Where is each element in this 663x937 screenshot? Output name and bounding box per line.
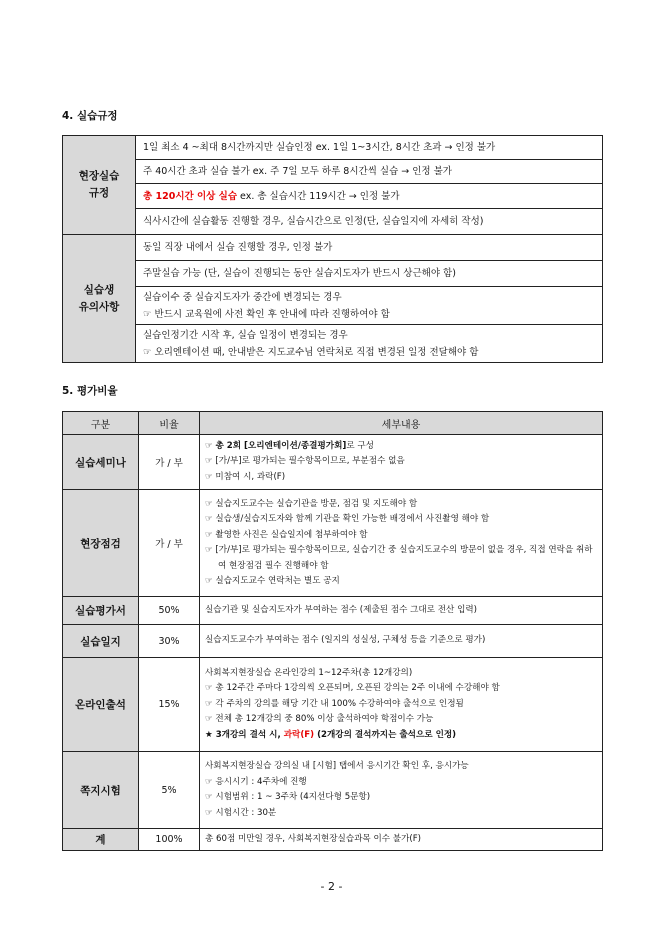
row-detail: 총 60점 미만일 경우, 사회복지현장실습과목 이수 불가(F): [200, 829, 603, 851]
row-detail: 사회복지현장실습 온라인강의 1~12주차(총 12개강의) ☞ 총 12주간 주마다 1강의씩 오픈되며, 오픈된 강의는 2주 이내에 수강해야 함 ☞ 각 주차의 강의를 해당 기간 내 100% 수강하여야 출석으로 인정됨 ☞ 전체 총 12개강의 중 80% 이상 출석하여야 학점이수 가능 ★ 3개강의 결석 시, 과락(F) (2개강의 결석까지는 출석으로 인정): [200, 658, 603, 752]
evaluation-ratio-table: [62, 411, 603, 851]
rule-cell: 총 120시간 이상 실습 ex. 총 실습시간 119시간 → 인정 불가: [136, 184, 603, 209]
table-row: [63, 597, 603, 625]
table-row: [63, 325, 603, 363]
row-category: 쪽지시험: [63, 752, 139, 829]
rule-cell: 1일 최소 4 ~최대 8시간까지만 실습인정 ex. 1일 1~3시간, 8시간 초과 → 인정 불가: [136, 136, 603, 160]
rules-group-header: 현장실습 규정: [63, 136, 136, 235]
rule-cell: 실습이수 중 실습지도자가 중간에 변경되는 경우 ☞ 반드시 교육원에 사전 확인 후 안내에 따라 진행하여야 함: [136, 287, 603, 325]
row-detail: ☞ 총 2회 [오리엔테이션/종결평가회]로 구성 ☞ [가/부]로 평가되는 필수항목이므로, 부분점수 없음 ☞ 미참여 시, 과락(F): [200, 435, 603, 490]
row-detail: 사회복지현장실습 강의실 내 [시험] 탭에서 응시기간 확인 후, 응시가능 ☞ 응시시기 : 4주차에 진행 ☞ 시험범위 : 1 ~ 3주차 (4지선다형 5문항) ☞ 시험시간 : 30분: [200, 752, 603, 829]
table-row: [63, 261, 603, 287]
row-category: 현장점검: [63, 490, 139, 597]
table-header-row: [63, 412, 603, 435]
header-detail: 세부내용: [200, 412, 603, 435]
rule-cell: 동일 직장 내에서 실습 진행할 경우, 인정 불가: [136, 235, 603, 261]
header-ratio: 비율: [139, 412, 200, 435]
rule-cell: 주 40시간 초과 실습 불가 ex. 주 7일 모두 하루 8시간씩 실습 → 인정 불가: [136, 160, 603, 184]
header-category: 구분: [63, 412, 139, 435]
table-row: [63, 658, 603, 752]
row-category: 실습평가서: [63, 597, 139, 625]
practice-rules-table: [62, 135, 603, 363]
row-detail: ☞ 실습지도교수는 실습기관을 방문, 점검 및 지도해야 함 ☞ 실습생/실습지도자와 함께 기관을 확인 가능한 배경에서 사진촬영 해야 함 ☞ 촬영한 사진은 실습일지에 첨부하여야 함 ☞ [가/부]로 평가되는 필수항목이므로, 실습기간 중 실습지도교수의 방문이 없을 경우, 직접 연락을 취하여 현장점검 필수 진행해야 함 ☞ 실습지도교수 연락처는 별도 공지: [200, 490, 603, 597]
rule-cell: 실습인정기간 시작 후, 실습 일정이 변경되는 경우 ☞ 오리엔테이션 때, 안내받은 지도교수님 연락처로 직접 변경된 일정 전달해야 함: [136, 325, 603, 363]
highlight-text: 총 120시간 이상 실습: [143, 190, 237, 202]
row-detail: 실습기관 및 실습지도자가 부여하는 점수 (제출된 점수 그대로 전산 입력): [200, 597, 603, 625]
row-ratio: 가 / 부: [139, 435, 200, 490]
table-row: [63, 287, 603, 325]
row-category: 온라인출석: [63, 658, 139, 752]
row-detail: 실습지도교수가 부여하는 점수 (일지의 성실성, 구체성 등을 기준으로 평가): [200, 625, 603, 658]
rule-cell: 식사시간에 실습활동 진행할 경우, 실습시간으로 인정(단, 실습일지에 자세히 작성): [136, 209, 603, 235]
section4-title: 4. 실습규정: [62, 110, 118, 122]
table-row: [63, 625, 603, 658]
row-ratio: 50%: [139, 597, 200, 625]
rule-cell: 주말실습 가능 (단, 실습이 진행되는 동안 실습지도자가 반드시 상근해야 함): [136, 261, 603, 287]
table-row: [63, 829, 603, 851]
page-number: - 2 -: [320, 880, 343, 893]
row-ratio: 5%: [139, 752, 200, 829]
table-row: [63, 235, 603, 261]
table-row: [63, 136, 603, 160]
section5-title: 5. 평가비율: [62, 385, 118, 397]
row-ratio: 가 / 부: [139, 490, 200, 597]
row-ratio: 15%: [139, 658, 200, 752]
rules-group-header: 실습생 유의사항: [63, 235, 136, 363]
row-category: 실습세미나: [63, 435, 139, 490]
row-ratio: 30%: [139, 625, 200, 658]
table-row: [63, 184, 603, 209]
row-ratio: 100%: [139, 829, 200, 851]
table-row: [63, 435, 603, 490]
table-row: [63, 160, 603, 184]
table-row: [63, 752, 603, 829]
row-category: 실습일지: [63, 625, 139, 658]
table-row: [63, 209, 603, 235]
row-category: 계: [63, 829, 139, 851]
table-row: [63, 490, 603, 597]
